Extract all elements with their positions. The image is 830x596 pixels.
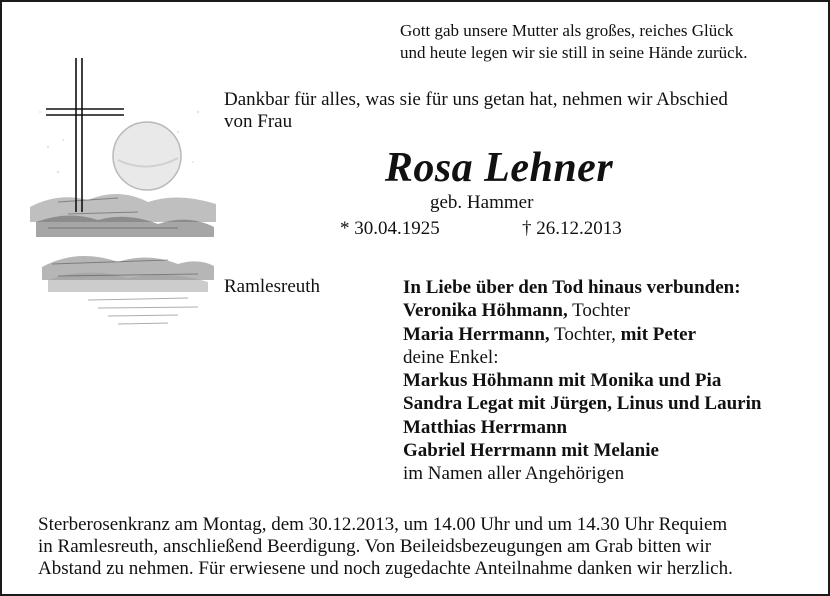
mourner-row	[403, 299, 761, 322]
mourner-name: Veronika Höhmann,	[403, 300, 568, 322]
mourner-row	[403, 323, 761, 346]
mourners-closing: im Namen aller Angehörigen	[403, 463, 625, 485]
grandchild-row: Matthias Herrmann	[403, 416, 568, 438]
maiden-name: geb. Hammer	[430, 192, 534, 213]
grandchild-row: Markus Höhmann mit Monika und Pia	[403, 370, 722, 392]
notice-line: Abstand zu nehmen. Für erwiesene und noch zugedachte Anteilnahme danken wir herzlich.	[38, 558, 733, 579]
death-date: † 26.12.2013	[522, 218, 622, 239]
mourner-relation: Tochter,	[549, 323, 621, 345]
verse-line: und heute legen wir sie still in seine Hände zurück.	[400, 43, 748, 62]
service-notice	[38, 514, 818, 580]
mourner-partner: mit Peter	[620, 323, 697, 345]
intro-line: Dankbar für alles, was sie für uns getan hat, nehmen wir Abschied	[224, 89, 728, 110]
verse	[400, 20, 747, 64]
birth-date: * 30.04.1925	[340, 218, 440, 239]
mourners-heading: In Liebe über den Tod hinaus verbunden:	[403, 277, 741, 298]
mourners-list	[403, 276, 761, 486]
place-name: Ramlesreuth	[224, 276, 321, 297]
grandchildren-label: deine Enkel:	[403, 346, 499, 368]
intro-line: von Frau	[224, 111, 293, 132]
verse-line: Gott gab unsere Mutter als großes, reiches Glück	[400, 21, 734, 40]
mourner-relation: Tochter	[567, 300, 630, 322]
mourner-name: Maria Herrmann,	[403, 323, 550, 345]
deceased-name: Rosa Lehner	[384, 145, 614, 191]
intro-text	[224, 89, 784, 133]
notice-line: Sterberosenkranz am Montag, dem 30.12.2013, um 14.00 Uhr und um 14.30 Uhr Requiem	[38, 514, 728, 535]
cross-landscape-icon	[28, 52, 218, 342]
notice-line: in Ramlesreuth, anschließend Beerdigung. Von Beileidsbezeugungen am Grab bitten wir	[38, 536, 712, 557]
grandchild-row: Gabriel Herrmann mit Melanie	[403, 440, 659, 462]
deceased-name-row	[2, 144, 828, 192]
grandchild-row: Sandra Legat mit Jürgen, Linus und Laurin	[403, 393, 762, 415]
